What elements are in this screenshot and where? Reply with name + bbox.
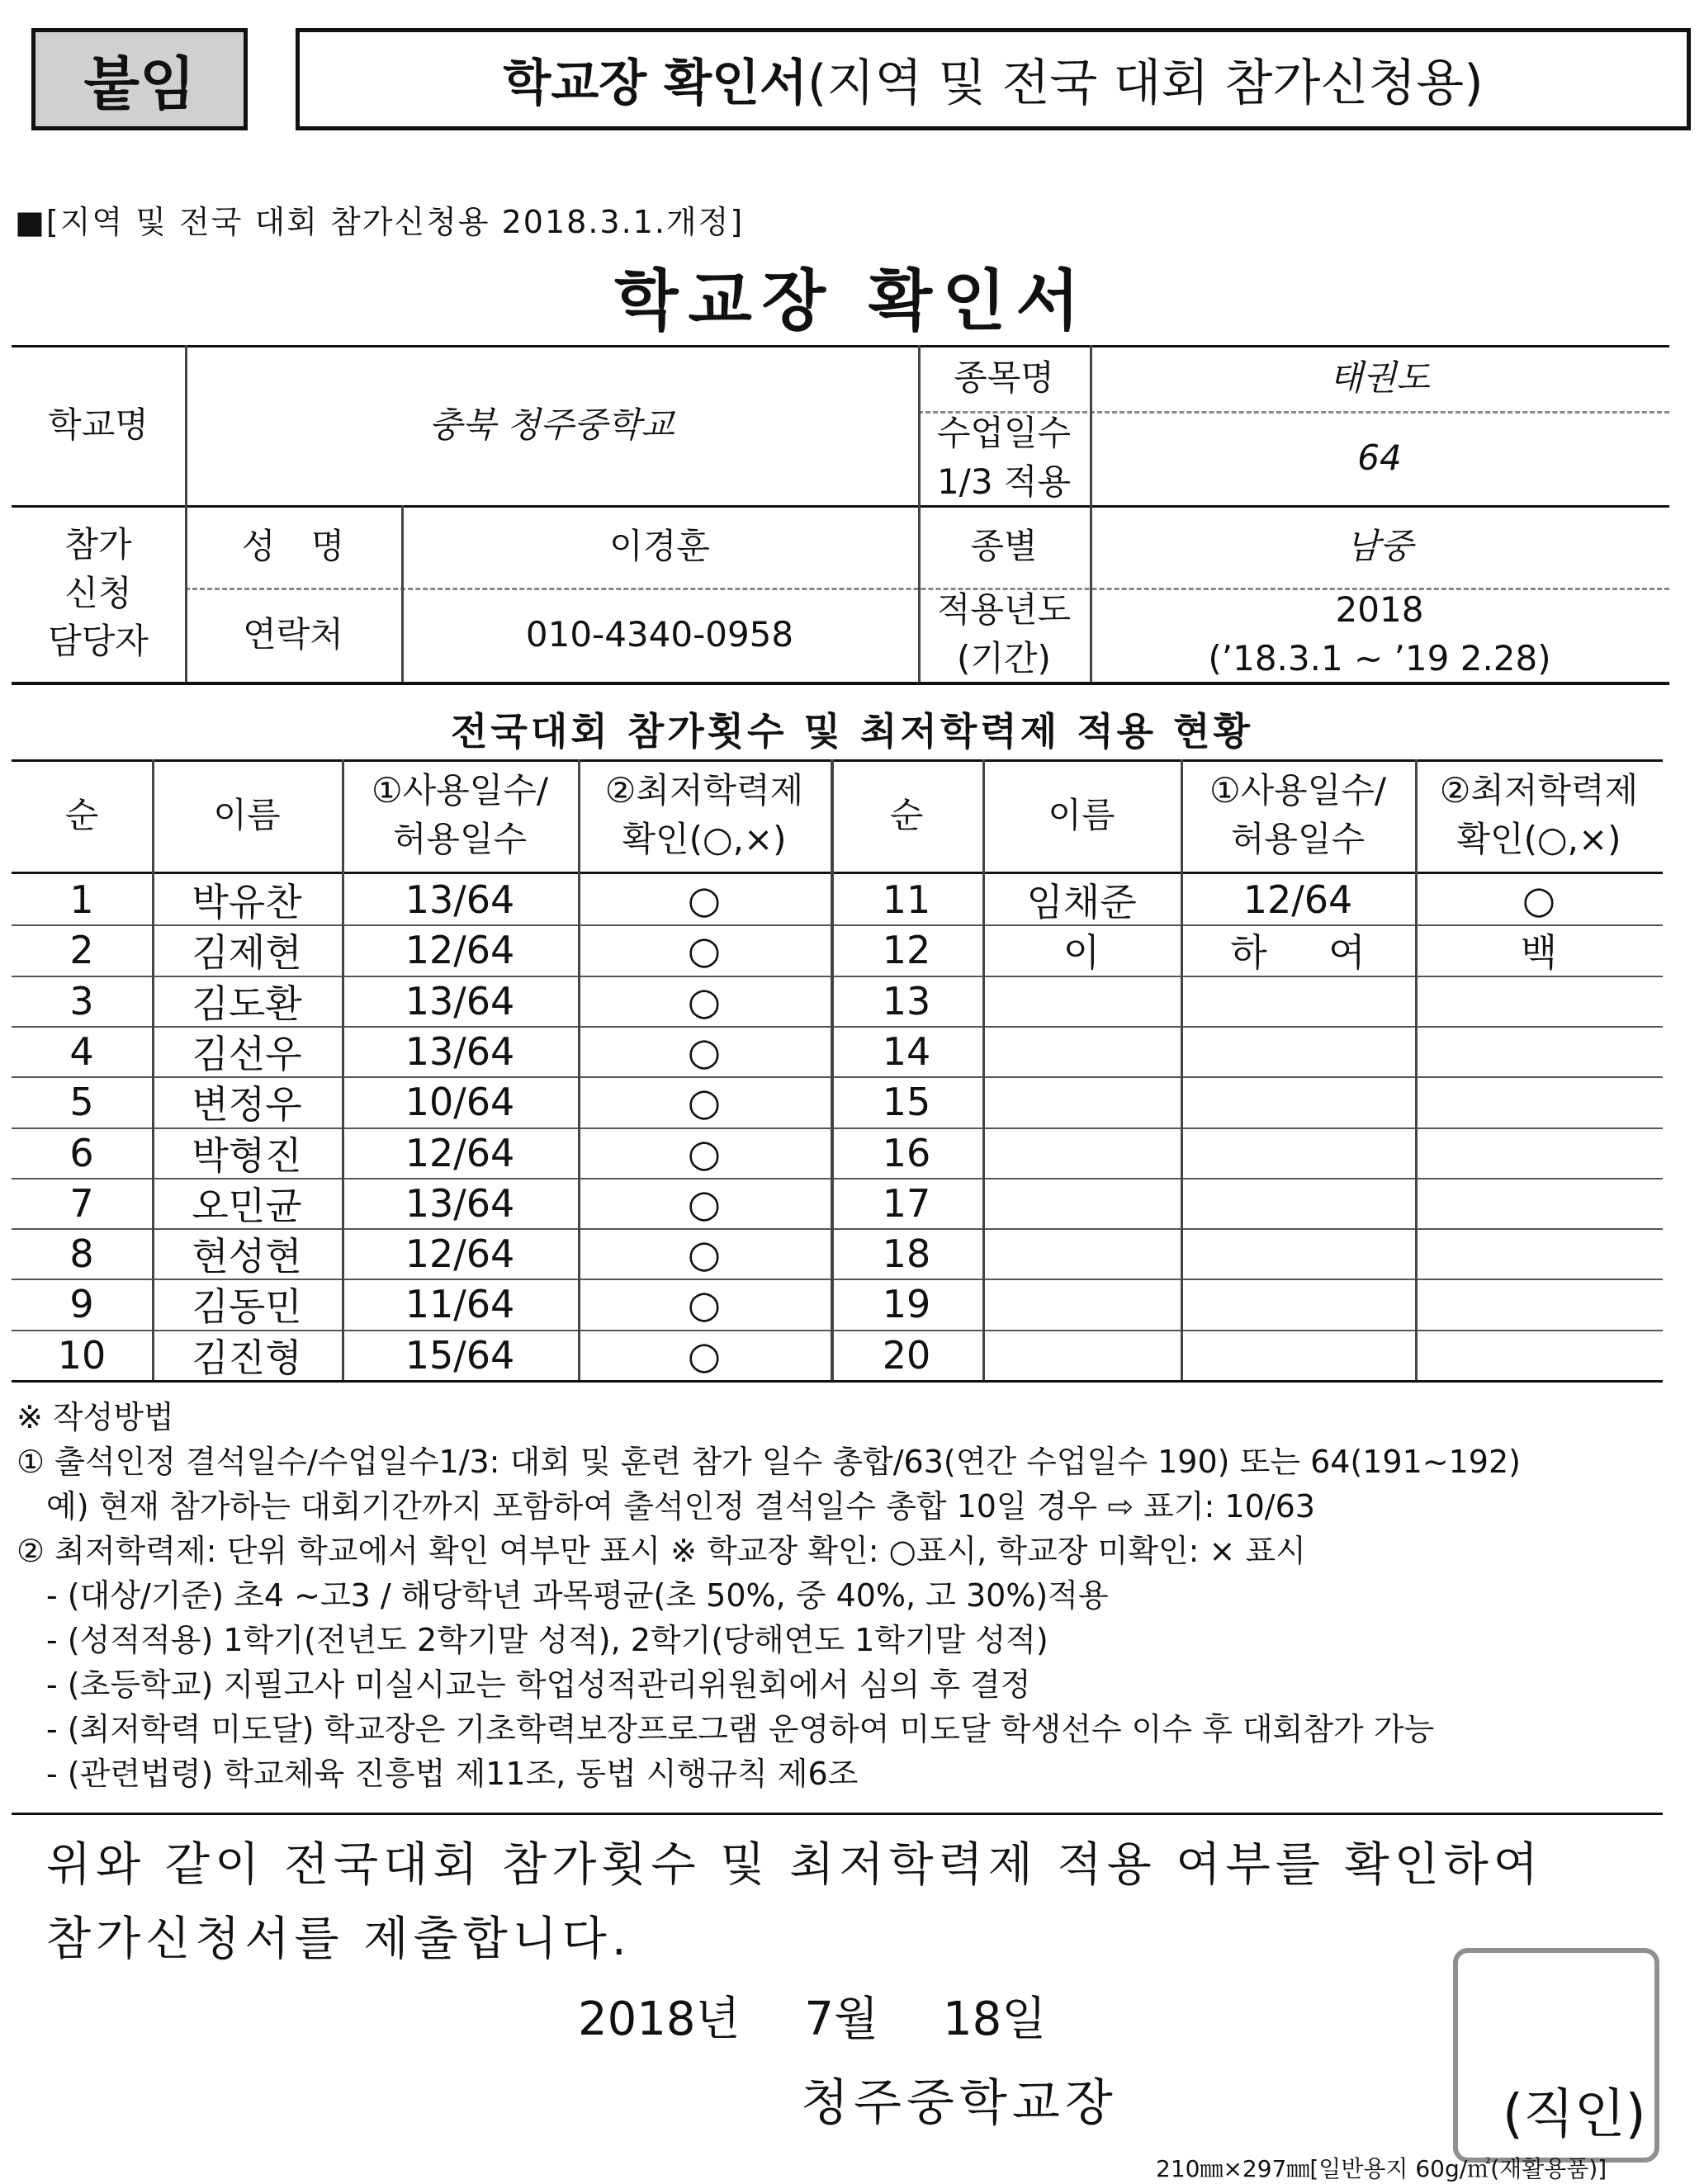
revision-note: ■[지역 및 전국 대회 참가신청용 2018.3.1.개정] [15,204,745,240]
left-days-cell: 10/64 [405,1079,515,1124]
document-title: 학교장 확인서 [614,262,1090,339]
right-days-cell [1181,1228,1415,1279]
paper-spec: 210㎜×297㎜[일반용지 60g/㎡(재활용품)] [1156,2155,1607,2182]
right-check-cell: ○ [1522,877,1556,922]
applicant-label [12,505,185,682]
left-days-cell: 13/64 [405,877,515,922]
left-days-cell: 15/64 [405,1332,515,1378]
col-days-right-2: 허용일수 [1230,819,1366,859]
right-name-cell [982,1330,1181,1380]
gender-value: 남중 [1346,525,1413,566]
left-days-cell: 13/64 [405,978,515,1023]
left-days-cell: 12/64 [405,1130,515,1175]
col-name-left: 이름 [213,794,281,835]
left-days-cell: 12/64 [405,927,515,972]
instruction-item: - (대상/기준) 초4 ~고3 / 해당학년 과목평균(초 50%, 중 40%, 고 30%)적용 [46,1577,1109,1614]
right-days-cell [1181,1127,1415,1178]
left-check-cell: ○ [687,1332,722,1378]
right-name-cell [982,1279,1181,1329]
school-value: 충북 청주중학교 [428,404,674,445]
left-days-cell: 11/64 [405,1281,515,1326]
applicant-label-3: 담당자 [48,621,149,662]
days-label-1: 수업일수 [936,413,1072,454]
name-label: 성 명 [241,525,345,566]
col-check-right-1: ②최저학력제 [1439,770,1639,811]
right-check-cell [1415,1026,1663,1076]
applicant-label-1: 참가 [64,523,132,565]
statement-divider [12,1813,1663,1815]
right-check-cell [1415,1127,1663,1178]
right-no-cell: 18 [882,1231,931,1276]
statement-line-2: 참가신청서를 제출합니다. [46,1912,632,1966]
col-check-left-2: 확인(○,×) [622,819,787,859]
left-check-cell: ○ [687,1028,722,1074]
school-label: 학교명 [48,404,149,445]
year-label-1: 적용년도 [936,589,1072,631]
right-name-cell: 이 [1063,929,1100,975]
header-title-main: 학교장 확인서 [503,54,808,112]
right-check-cell [1415,1279,1663,1329]
left-no-cell: 1 [69,877,94,922]
col-check-right-2: 확인(○,×) [1456,819,1621,859]
right-name-cell [982,1178,1181,1228]
left-name-cell: 박유찬 [192,879,302,924]
left-check-cell: ○ [687,877,722,922]
left-days-cell: 12/64 [405,1231,515,1276]
instructions [17,1395,1521,1796]
col-days-left [342,759,578,872]
left-no-cell: 7 [69,1180,94,1226]
left-name-cell: 김도환 [192,981,302,1026]
header-title [296,28,1691,130]
col-days-left-1: ①사용일수/ [371,770,549,811]
contact-value: 010-4340-0958 [525,613,794,655]
col-check-left-1: ②최저학력제 [604,770,804,811]
applicant-label-2: 신청 [64,572,132,613]
right-name-cell [982,1228,1181,1279]
left-check-cell: ○ [687,1231,722,1276]
right-days-cell [1181,976,1415,1026]
sport-value: 태권도 [1329,357,1430,398]
right-name-cell [982,1127,1181,1178]
instruction-item: ① 출석인정 결석일수/수업일수1/3: 대회 및 훈련 참가 일수 총합/63(연간 수업일수 190) 또는 64(191~192) [17,1444,1521,1480]
left-name-cell: 현성현 [192,1233,302,1279]
right-no-cell: 15 [882,1079,931,1124]
column-divider [831,759,834,1380]
right-check-cell: 백 [1520,929,1558,975]
right-no-cell: 13 [882,978,931,1023]
right-no-cell: 12 [882,927,931,972]
instruction-item: - (최저학력 미도달) 학교장은 기초학력보장프로그램 운영하여 미도달 학생선수 이수 후 대회참가 가능 [46,1711,1435,1747]
header-title-sub: (지역 및 전국 대회 참가신청용) [807,54,1484,112]
left-name-cell: 김제현 [192,929,302,975]
column-divider [342,759,344,1380]
instruction-item: - (관련법령) 학교체육 진흥법 제11조, 동법 시행규칙 제6조 [46,1756,859,1792]
col-days-right-1: ①사용일수/ [1209,770,1387,811]
left-days-cell: 13/64 [405,1180,515,1226]
right-days-cell [1181,1330,1415,1380]
right-name-cell [982,1026,1181,1076]
left-check-cell: ○ [687,1180,722,1226]
column-divider [152,759,154,1380]
left-check-cell: ○ [687,1079,722,1124]
instructions-heading: ※ 작성방법 [17,1399,174,1435]
right-no-cell: 20 [882,1332,931,1378]
right-check-cell [1415,976,1663,1026]
instruction-item: - (초등학교) 지필고사 미실시교는 학업성적관리위원회에서 심의 후 결정 [46,1666,1031,1703]
left-name-cell: 김동민 [192,1283,302,1329]
issue-date: 2018년 7월 18일 [578,1993,1047,2046]
right-no-cell: 14 [882,1028,931,1074]
days-label [918,411,1090,505]
left-name-cell: 오민균 [192,1183,302,1228]
col-no-right: 순 [889,794,924,835]
right-name-cell: 임채준 [1026,879,1137,924]
left-no-cell: 10 [57,1332,106,1378]
statement [46,1828,1543,1977]
col-no-left: 순 [64,794,99,835]
attachment-badge: 붙임 [31,28,248,130]
right-no-cell: 16 [882,1130,931,1175]
contact-label: 연락처 [243,613,343,655]
right-check-cell [1415,1228,1663,1279]
left-no-cell: 2 [69,927,94,972]
column-divider [982,759,985,1380]
seal-label: (직인) [1503,2084,1646,2145]
gender-label: 종별 [970,525,1038,566]
column-divider [578,759,580,1380]
left-name-cell: 박형진 [192,1132,302,1178]
left-no-cell: 6 [69,1130,94,1175]
instruction-item: ② 최저학력제: 단위 학교에서 확인 여부만 표시 ※ 학교장 확인: ○표시, 학교장 미확인: × 표시 [17,1533,1306,1569]
year-label-2: (기간) [957,638,1051,678]
col-days-left-2: 허용일수 [392,819,528,859]
col-check-right [1415,759,1663,872]
col-check-left [578,759,831,872]
right-days-cell: 12/64 [1242,877,1353,922]
left-no-cell: 8 [69,1231,94,1276]
days-label-2: 1/3 적용 [936,461,1072,502]
year-value-2: (’18.3.1 ~ ’19 2.28) [1208,638,1551,678]
right-check-cell [1415,1330,1663,1380]
year-label [918,588,1090,682]
left-name-cell: 김진형 [192,1335,302,1380]
instruction-item: 예) 현재 참가하는 대회기간까지 포함하여 출석인정 결석일수 총합 10일 경우 ⇨ 표기: 10/63 [46,1488,1315,1525]
right-check-cell [1415,1076,1663,1127]
days-value: 64 [1357,437,1402,478]
column-divider [1415,759,1418,1380]
left-no-cell: 3 [69,978,94,1023]
left-check-cell: ○ [687,1281,722,1326]
year-value-1: 2018 [1335,589,1424,631]
left-check-cell: ○ [687,927,722,972]
left-name-cell: 김선우 [192,1031,302,1076]
right-name-cell [982,976,1181,1026]
left-no-cell: 9 [69,1281,94,1326]
left-no-cell: 4 [69,1028,94,1074]
left-days-cell: 13/64 [405,1028,515,1074]
year-value [1090,588,1669,682]
col-name-right: 이름 [1048,794,1115,835]
right-check-cell [1415,1178,1663,1228]
right-days-cell: 하 여 [1230,929,1366,975]
right-no-cell: 19 [882,1281,931,1326]
right-days-cell [1181,1279,1415,1329]
left-no-cell: 5 [69,1079,94,1124]
column-divider [1181,759,1183,1380]
table-title: 전국대회 참가횟수 및 최저학력제 적용 현황 [451,709,1253,754]
right-days-cell [1181,1026,1415,1076]
principal-signature: 청주중학교장 [801,2074,1118,2132]
instruction-item: - (성적적용) 1학기(전년도 2학기말 성적), 2학기(당해연도 1학기말 성적) [46,1622,1048,1658]
right-name-cell [982,1076,1181,1127]
left-check-cell: ○ [687,1130,722,1175]
right-days-cell [1181,1178,1415,1228]
right-no-cell: 11 [882,877,931,922]
name-value: 이경훈 [609,525,710,566]
sport-label: 종목명 [954,357,1054,398]
col-days-right [1181,759,1415,872]
right-days-cell [1181,1076,1415,1127]
left-name-cell: 변정우 [192,1081,302,1127]
left-check-cell: ○ [687,978,722,1023]
statement-line-1: 위와 같이 전국대회 참가횟수 및 최저학력제 적용 여부를 확인하여 [46,1838,1543,1892]
right-no-cell: 17 [882,1180,931,1226]
